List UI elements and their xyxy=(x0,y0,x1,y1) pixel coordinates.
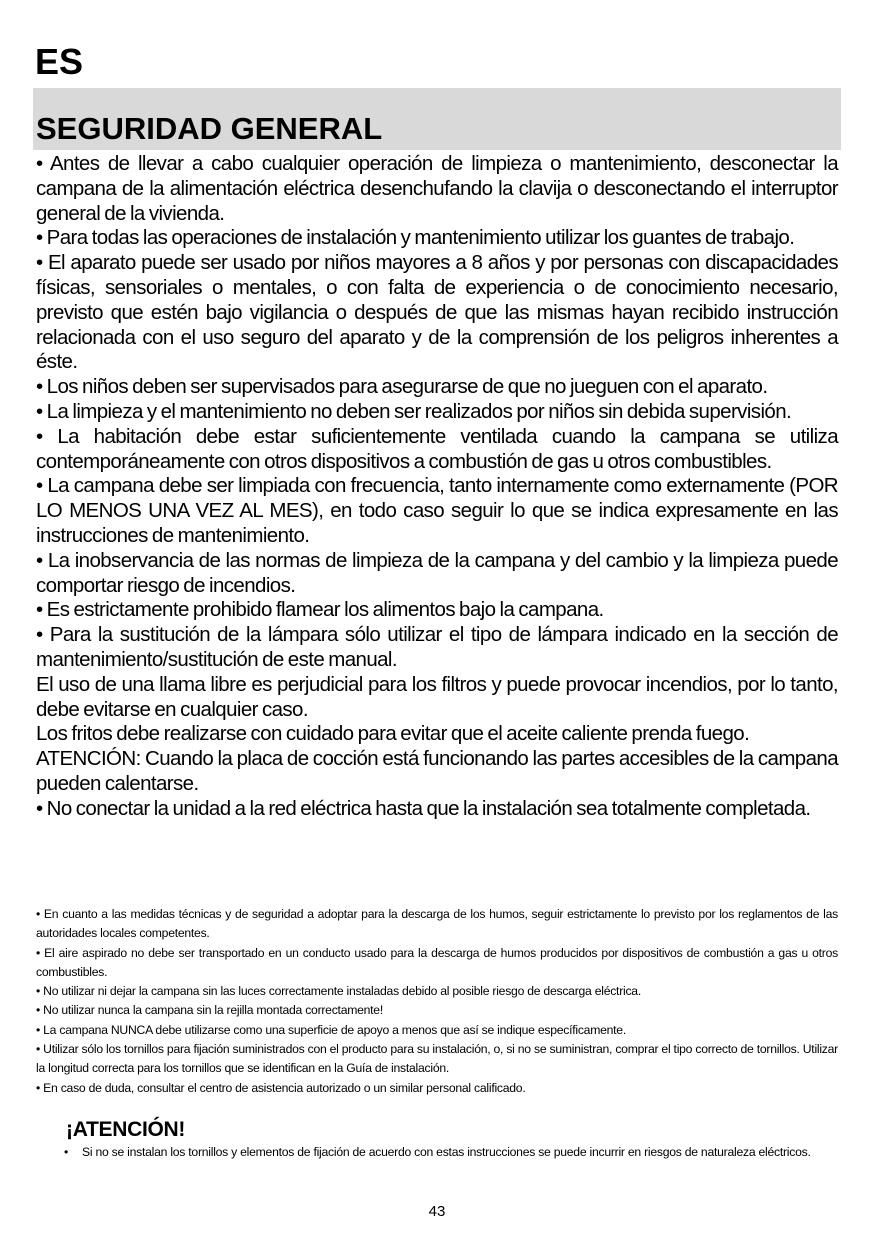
safety-paragraph: • Para todas las operaciones de instalación y mantenimiento utilizar los guantes de trabajo. xyxy=(36,226,795,250)
safety-paragraph: • Antes de llevar a cabo cualquier operación de limpieza o mantenimiento, desconectar la campana de la alimentación eléctrica desenchufando la clavija o desconectando el interruptor general de la vivienda. xyxy=(36,152,838,225)
main-safety-text xyxy=(36,152,838,822)
small-safety-paragraph: • En caso de duda, consultar el centro de asistencia autorizado o un similar personal calificado. xyxy=(36,1080,526,1095)
safety-paragraph: El uso de una llama libre es perjudicial para los filtros y puede provocar incendios, por lo tanto, debe evitarse en cualquier caso. xyxy=(36,672,838,721)
safety-paragraph: • No conectar la unidad a la red eléctrica hasta que la instalación sea totalmente completada. xyxy=(36,796,811,820)
section-title: SEGURIDAD GENERAL xyxy=(36,111,383,146)
small-safety-paragraph: • Utilizar sólo los tornillos para fijación suministrados con el producto para su instalación, o, si no se suministran, comprar el tipo correcto de tornillos. Utilizar la longitud correcta para los tornillos que se identifican en la Guía de instalación. xyxy=(36,1042,838,1076)
bullet-icon: • xyxy=(64,1145,69,1159)
small-safety-text xyxy=(36,905,838,1098)
small-safety-paragraph: • La campana NUNCA debe utilizarse como una superficie de apoyo a menos que así se indique específicamente. xyxy=(36,1022,626,1037)
safety-paragraph: • Es estrictamente prohibido flamear los alimentos bajo la campana. xyxy=(36,598,604,622)
attention-item-text: Si no se instalan los tornillos y elementos de fijación de acuerdo con estas instrucciones se puede incurrir en riesgos de naturaleza eléctricos. xyxy=(82,1145,811,1159)
small-safety-paragraph: • No utilizar ni dejar la campana sin las luces correctamente instaladas debido al posible riesgo de descarga eléctrica. xyxy=(36,984,641,999)
safety-paragraph: • El aparato puede ser usado por niños mayores a 8 años y por personas con discapacidades físicas, sensoriales o mentales, o con falta de experiencia o de conocimiento necesario, previsto que estén bajo vigilancia o después de que las mismas hayan recibido instrucción relacionada con el uso seguro del aparato y de la comprensión de los peligros inherentes a éste. xyxy=(36,251,838,374)
attention-heading: ¡ATENCIÓN! xyxy=(66,1118,186,1141)
small-safety-paragraph: • El aire aspirado no debe ser transportado en un conducto usado para la descarga de humos producidos por dispositivos de combustión a gas u otros combustibles. xyxy=(36,945,838,979)
attention-list xyxy=(62,1143,838,1163)
safety-paragraph: • La inobservancia de las normas de limpieza de la campana y del cambio y la limpieza puede comportar riesgo de incendios. xyxy=(36,548,838,597)
page-number: 43 xyxy=(428,1203,446,1220)
safety-paragraph: • Los niños deben ser supervisados para asegurarse de que no jueguen con el aparato. xyxy=(36,375,768,399)
safety-paragraph: • Para la sustitución de la lámpara sólo utilizar el tipo de lámpara indicado en la sección de mantenimiento/sustitución de este manual. xyxy=(36,623,838,671)
safety-paragraph: • La campana debe ser limpiada con frecuencia, tanto internamente como externamente (POR LO MENOS UNA VEZ AL MES), en todo caso seguir lo que se indica expresamente en las instrucciones de mantenimiento. xyxy=(36,474,838,547)
small-safety-paragraph: • No utilizar nunca la campana sin la rejilla montada correctamente! xyxy=(36,1003,383,1018)
safety-paragraph: ATENCIÓN: Cuando la placa de cocción está funcionando las partes accesibles de la campana pueden calentarse. xyxy=(36,747,838,795)
attention-item xyxy=(62,1143,838,1163)
language-code: ES xyxy=(35,41,84,82)
small-safety-paragraph: • En cuanto a las medidas técnicas y de seguridad a adoptar para la descarga de los humos, seguir estrictamente lo previsto por los reglamentos de las autoridades locales competentes. xyxy=(36,907,838,941)
safety-paragraph: Los fritos debe realizarse con cuidado para evitar que el aceite caliente prenda fuego. xyxy=(36,722,750,746)
safety-paragraph: • La habitación debe estar suficientemente ventilada cuando la campana se utiliza contemporáneamente con otros dispositivos a combustión de gas u otros combustibles. xyxy=(36,424,838,473)
safety-paragraph: • La limpieza y el mantenimiento no deben ser realizados por niños sin debida supervisión. xyxy=(36,399,792,423)
